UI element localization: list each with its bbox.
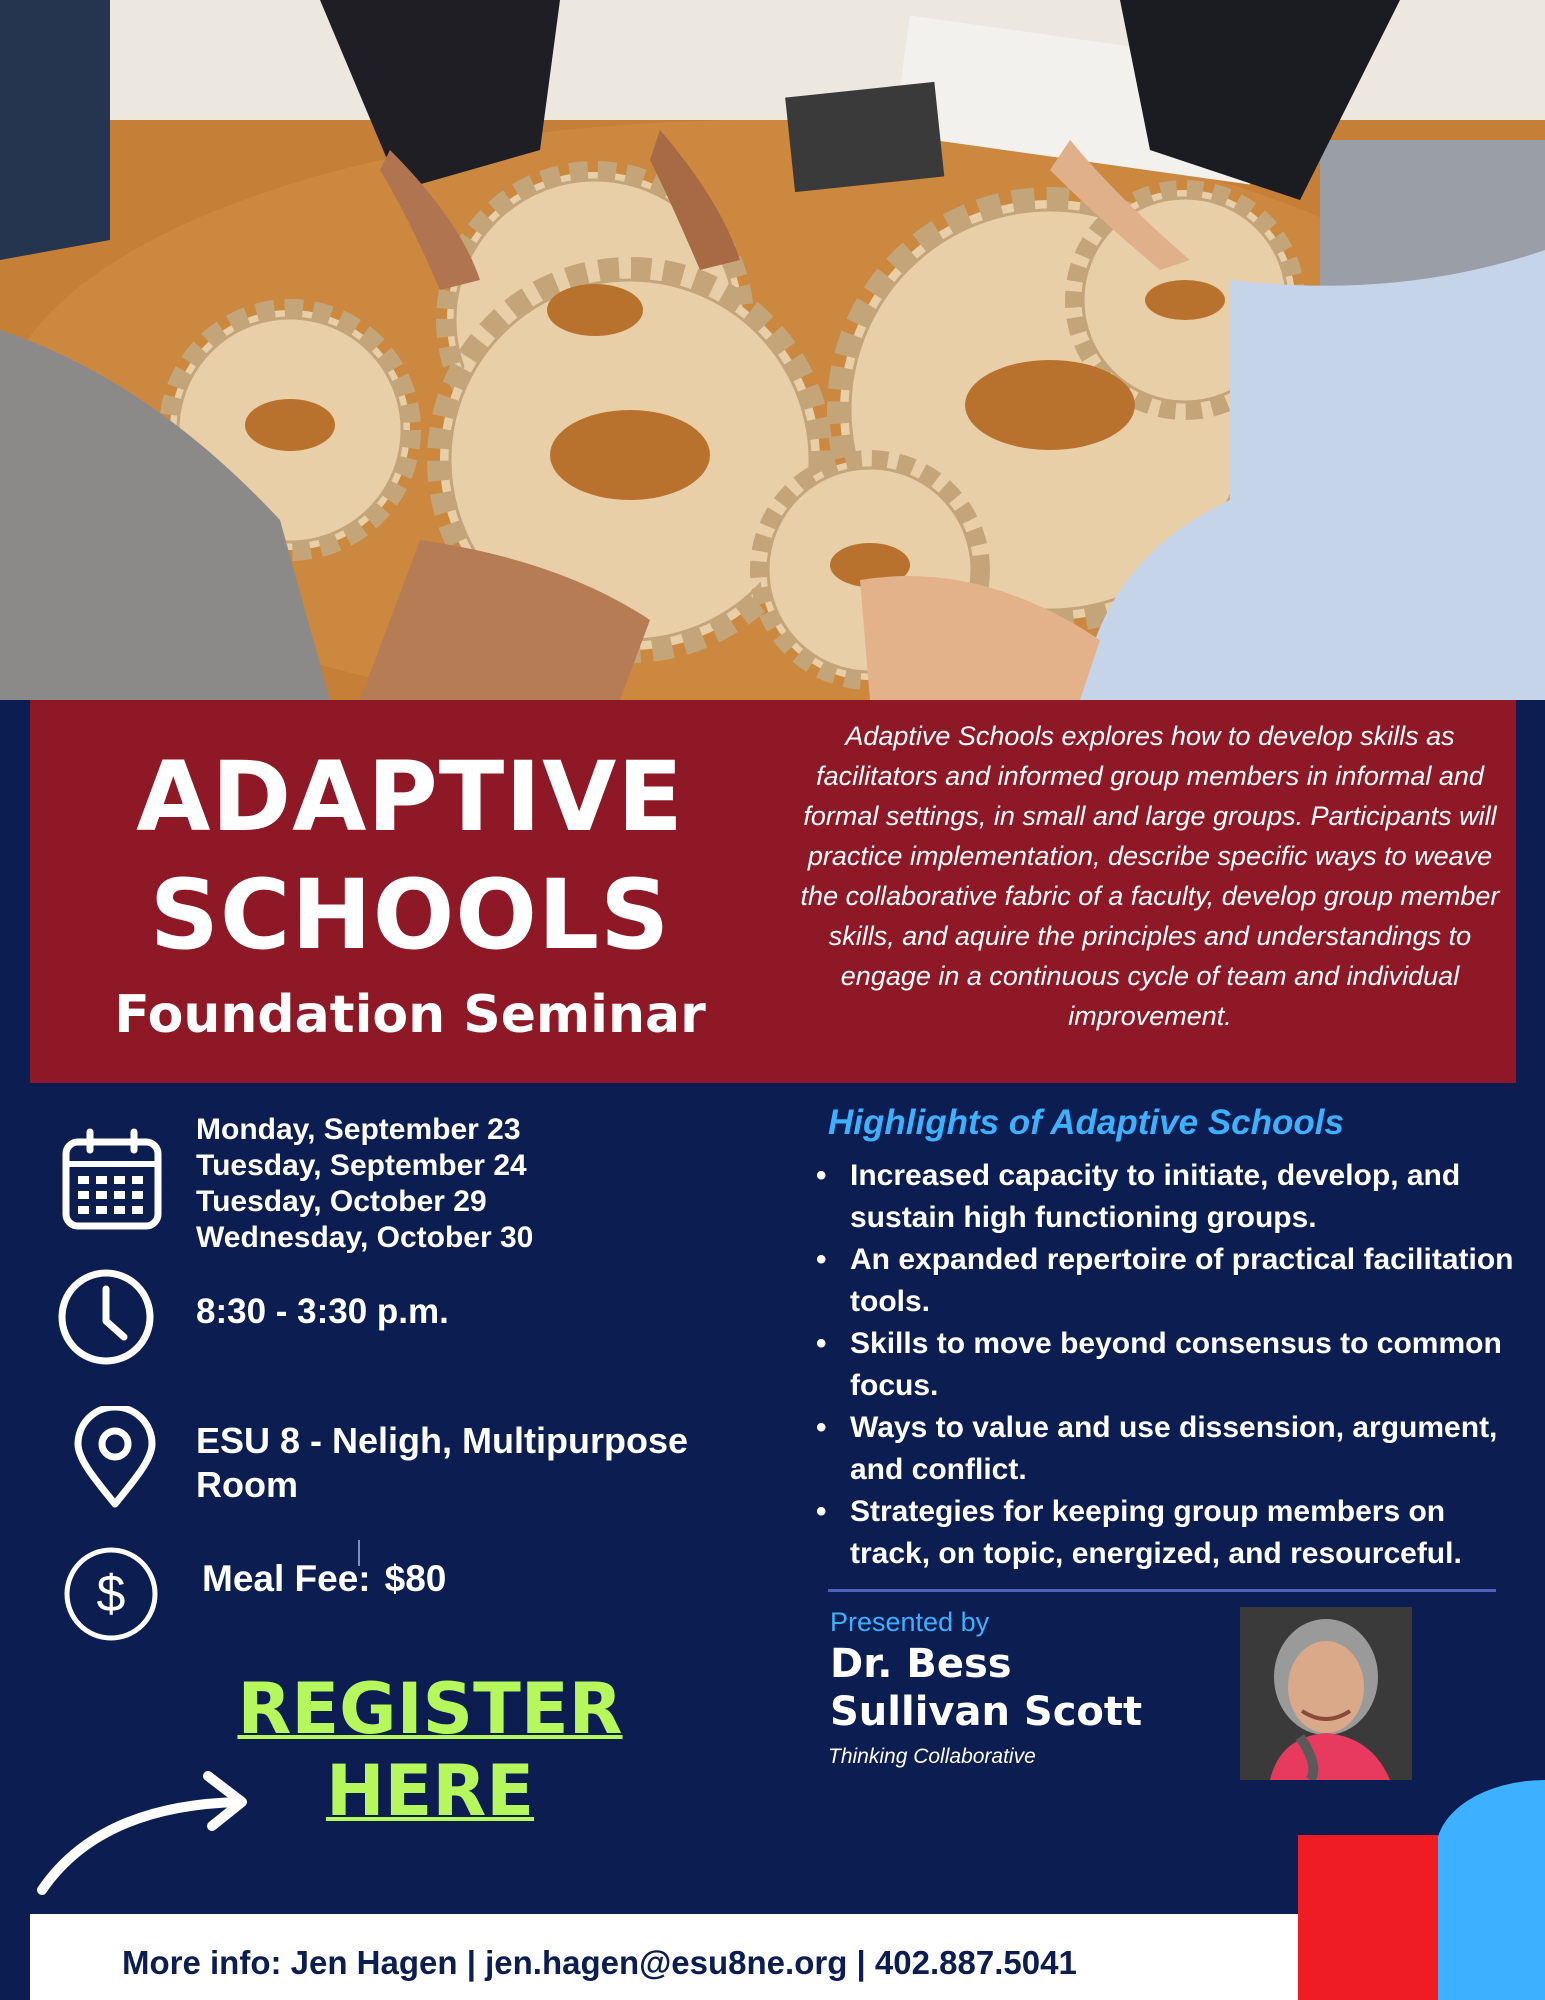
list-item [816, 1407, 1516, 1491]
title-line-2: SCHOOLS [149, 859, 671, 971]
bullet-icon: • [816, 1411, 827, 1444]
highlights-list [816, 1155, 1516, 1575]
bullet-icon: • [816, 1495, 827, 1528]
footer-bar [30, 1914, 1298, 2000]
contact-info: More info: Jen Hagen | jen.hagen@esu8ne.org | 402.887.5041 [122, 1944, 1077, 1981]
title-panel [30, 700, 1516, 1083]
date-2: Tuesday, September 24 [196, 1149, 527, 1182]
location-pin-icon [72, 1406, 158, 1510]
meal-fee-label: Meal Fee: [202, 1558, 371, 1599]
list-item [816, 1239, 1516, 1323]
presenter-name [830, 1640, 1142, 1736]
highlight-text: Strategies for keeping group members on track, on topic, energized, and resourceful. [850, 1495, 1462, 1570]
highlight-text: Ways to value and use dissension, argument, and conflict. [850, 1411, 1498, 1486]
session-location: ESU 8 - Neligh, Multipurpose Room [196, 1420, 689, 1505]
title-line-1: ADAPTIVE [136, 741, 684, 853]
meal-fee [202, 1558, 446, 1600]
date-3: Tuesday, October 29 [196, 1185, 487, 1218]
highlight-text: An expanded repertoire of practical facilitation tools. [850, 1243, 1514, 1318]
register-line-1[interactable]: REGISTER [237, 1668, 623, 1750]
curved-arrow-icon [30, 1770, 270, 1900]
presenter-photo [1240, 1607, 1412, 1780]
seminar-title [30, 738, 790, 974]
highlights-title: Highlights of Adaptive Schools [828, 1103, 1344, 1142]
highlight-text: Increased capacity to initiate, develop, and sustain high functioning groups. [850, 1159, 1461, 1234]
presenter-name-line-1: Dr. Bess [830, 1641, 1012, 1687]
date-4: Wednesday, October 30 [196, 1221, 534, 1254]
list-item [816, 1491, 1516, 1575]
bullet-icon: • [816, 1243, 827, 1276]
section-divider [828, 1589, 1496, 1592]
highlight-text: Skills to move beyond consensus to common focus. [850, 1327, 1502, 1402]
decorative-red-block [1298, 1835, 1438, 2000]
hero-photo [0, 0, 1545, 700]
bullet-icon: • [816, 1159, 827, 1192]
dollar-icon [62, 1545, 160, 1643]
list-item [816, 1323, 1516, 1407]
list-item [816, 1155, 1516, 1239]
seminar-subtitle: Foundation Seminar [114, 985, 706, 1045]
register-line-2[interactable]: HERE [325, 1750, 535, 1832]
gears-photo-illustration [0, 0, 1545, 700]
bullet-icon: • [816, 1327, 827, 1360]
session-time: 8:30 - 3:30 p.m. [196, 1292, 449, 1331]
calendar-icon [60, 1128, 164, 1232]
session-dates [196, 1112, 533, 1256]
presenter-name-line-2: Sullivan Scott [830, 1689, 1143, 1735]
date-1: Monday, September 23 [196, 1113, 521, 1146]
seminar-description: Adaptive Schools explores how to develop skills as facilitators and informed group members in informal and formal settings, in small and large groups. Participants will practice implementation, describe specific ways to weave the collaborative fabric of a faculty, develop group member skills, and aquire the principles and understandings to engage in a continuous cycle of team and individual improvement. [800, 721, 1500, 1031]
clock-icon [56, 1267, 156, 1367]
meal-fee-value: $80 [384, 1558, 447, 1599]
presented-by-label: Presented by [830, 1607, 990, 1637]
presenter-portrait-illustration [1240, 1607, 1412, 1780]
presenter-affiliation: Thinking Collaborative [828, 1745, 1036, 1768]
svg-text:$: $ [96, 1565, 126, 1623]
decorative-blue-shape [1436, 1780, 1545, 2000]
